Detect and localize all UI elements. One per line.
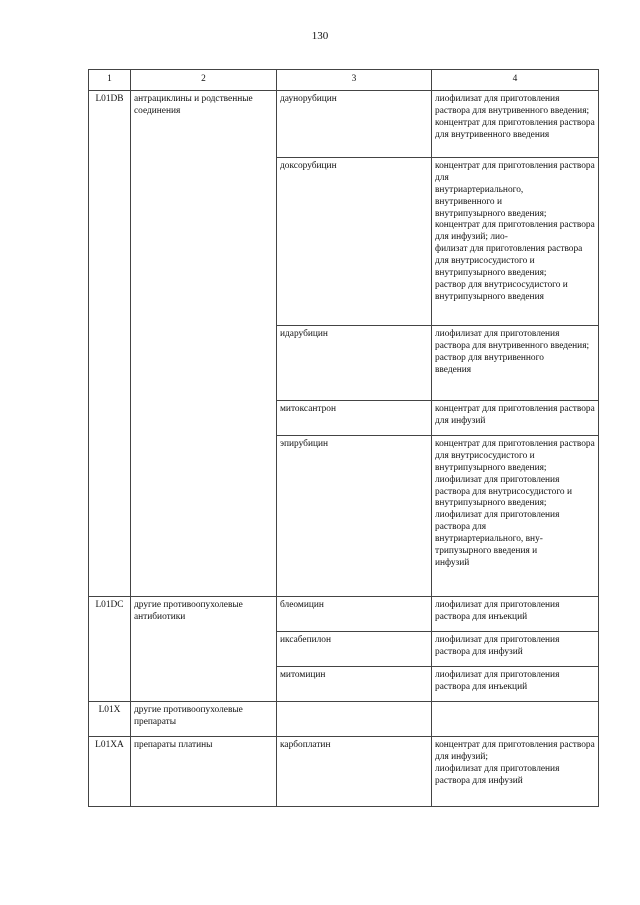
group-name-cell: препараты платины (131, 736, 277, 806)
table-row (89, 736, 599, 806)
dosage-form-cell: лиофилизат для приготовления раствора для инъекций (432, 666, 599, 701)
drug-table (88, 69, 599, 807)
table-body (89, 90, 599, 806)
drug-name-cell: митомицин (277, 666, 432, 701)
group-name-cell: антрациклины и родственные соединения (131, 90, 277, 596)
dosage-form-cell: лиофилизат для приготовления раствора для внутривенного введения; концентрат для приготовления раствора для внутривенного введения (432, 90, 599, 157)
dosage-form-cell: концентрат для приготовления раствора для внутрисосудистого и внутрипузырного введения; лиофилизат для приготовления раствора для внутрисосудистого и внутрипузырного введения; лиофилизат для приготовления раствора для внутриартериального, вну- трипузырного введения и инфузий (432, 435, 599, 596)
header-cell: 2 (131, 70, 277, 91)
drug-name-cell (277, 701, 432, 736)
drug-name-cell: даунорубицин (277, 90, 432, 157)
atc-code-cell: L01DC (89, 596, 131, 701)
dosage-form-cell: лиофилизат для приготовления раствора для инъекций (432, 596, 599, 631)
atc-code-cell: L01X (89, 701, 131, 736)
dosage-form-cell: лиофилизат для приготовления раствора для внутривенного введения; раствор для внутривенного введения (432, 325, 599, 400)
page-number: 130 (311, 30, 329, 42)
dosage-form-cell: лиофилизат для приготовления раствора для инфузий (432, 631, 599, 666)
table-row (89, 596, 599, 631)
dosage-form-cell: концентрат для приготовления раствора для инфузий; лиофилизат для приготовления раствора для инфузий (432, 736, 599, 806)
dosage-form-cell: концентрат для приготовления раствора для внутриартериального, внутривенного и внутрипузырного введения; концентрат для приготовления раствора для инфузий; лио- филизат для приготовления раствора для внутрисосудистого и внутрипузырного введения; раствор для внутрисосудистого и внутрипузырного введения (432, 157, 599, 325)
drug-name-cell: митоксантрон (277, 400, 432, 435)
dosage-form-cell: концентрат для приготовления раствора для инфузий (432, 400, 599, 435)
drug-name-cell: доксорубицин (277, 157, 432, 325)
drug-name-cell: идарубицин (277, 325, 432, 400)
dosage-form-cell (432, 701, 599, 736)
header-cell: 3 (277, 70, 432, 91)
group-name-cell: другие противоопухолевые препараты (131, 701, 277, 736)
atc-code-cell: L01DB (89, 90, 131, 596)
header-cell: 1 (89, 70, 131, 91)
atc-code-cell: L01XA (89, 736, 131, 806)
table-row (89, 90, 599, 157)
drug-name-cell: блеомицин (277, 596, 432, 631)
drug-name-cell: карбоплатин (277, 736, 432, 806)
header-row (89, 70, 599, 91)
header-cell: 4 (432, 70, 599, 91)
group-name-cell: другие противоопухолевые антибиотики (131, 596, 277, 701)
drug-name-cell: иксабепилон (277, 631, 432, 666)
table-row (89, 701, 599, 736)
drug-name-cell: эпирубицин (277, 435, 432, 596)
